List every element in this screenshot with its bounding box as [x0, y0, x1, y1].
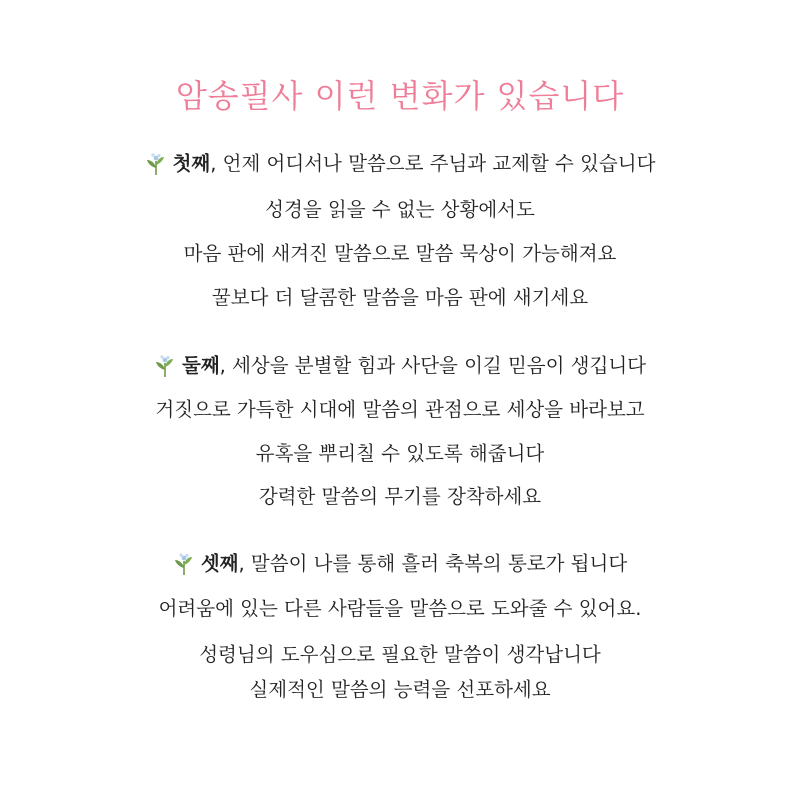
section-heading-text: , 세상을 분별할 힘과 사단을 이길 믿음이 생깁니다	[219, 354, 647, 377]
page-title: 암송필사 이런 변화가 있습니다	[175, 77, 625, 115]
section-line: 유혹을 뿌리칠 수 있도록 해줍니다	[255, 442, 545, 465]
section-line: 실제적인 말씀의 능력을 선포하세요	[249, 678, 551, 701]
section-first-heading-line	[0, 150, 800, 184]
sprout-icon	[173, 552, 195, 576]
section-heading-text: , 언제 어디서나 말씀으로 주님과 교제할 수 있습니다	[210, 152, 656, 175]
sprout-icon	[145, 152, 167, 176]
section-keyword: 첫째	[172, 152, 211, 175]
section-line: 성령님의 도우심으로 필요한 말씀이 생각납니다	[199, 643, 601, 666]
section-line: 강력한 말씀의 무기를 장착하세요	[258, 485, 542, 508]
section-third-heading-line	[0, 550, 800, 584]
section-line: 마음 판에 새겨진 말씀으로 말씀 묵상이 가능해져요	[183, 242, 617, 265]
section-heading-text: , 말씀이 나를 통해 흘러 축복의 통로가 됩니다	[238, 552, 628, 575]
section-keyword: 둘째	[181, 354, 220, 377]
section-line: 거짓으로 가득한 시대에 말씀의 관점으로 세상을 바라보고	[155, 398, 645, 421]
sprout-icon	[154, 354, 176, 378]
section-line: 꿀보다 더 달콤한 말씀을 마음 판에 새기세요	[211, 286, 589, 309]
section-keyword: 셋째	[200, 552, 239, 575]
section-line: 어려움에 있는 다른 사람들을 말씀으로 도와줄 수 있어요.	[158, 597, 642, 620]
section-second-heading-line	[0, 352, 800, 386]
section-line: 성경을 읽을 수 없는 상황에서도	[265, 198, 535, 221]
